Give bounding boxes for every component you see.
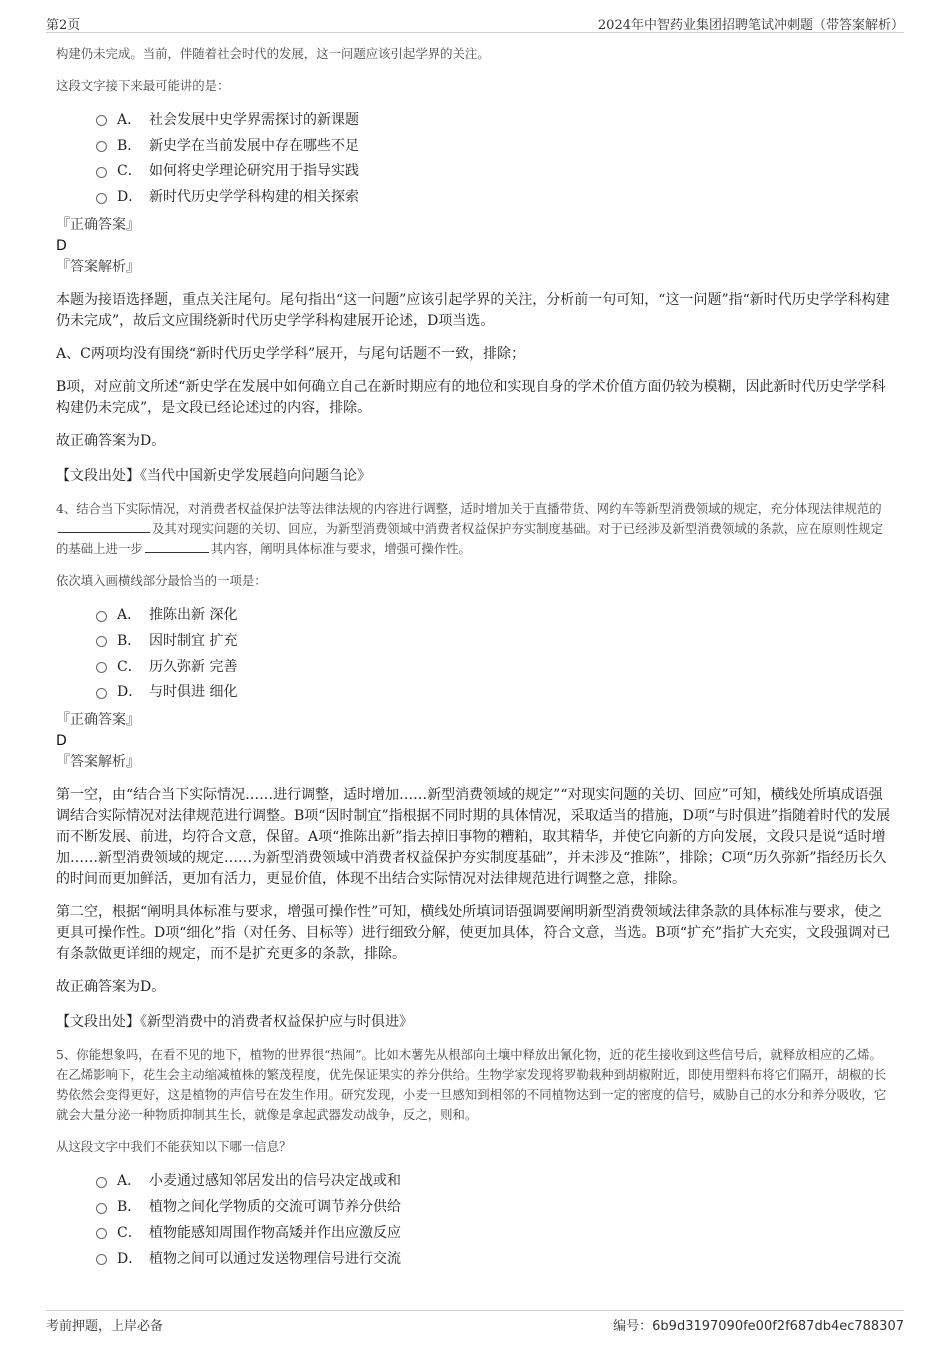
q3-prompt: 这段文字接下来最可能讲的是： (56, 78, 230, 93)
q4-analysis-2: 第二空，根据“阐明具体标准与要求，增强可操作性”可知，横线处所填词语强调要阐明新型消费领域法律条款的具体标准与要求，使之更具可操作性。D项“细化”指（对任务、目标等）进行细致分解，使更加具体，符合文意，当选。B项“扩充”指扩大充实，文段强调对已有条款做更详细的规定，而不是扩充更多的条款，排除。 (56, 904, 891, 963)
radio-icon[interactable] (96, 167, 107, 178)
q4-analysis-3: 故正确答案为D。 (56, 979, 166, 996)
q4-answer: D (56, 733, 67, 750)
q4-text: 4、结合当下实际情况，对消费者权益保护法等法律法规的内容进行调整，适时增加关于直播带货、网约车等新型消费领域的规定，充分体现法律规范的及其对现实问题的关切、回应，为新型消费领域中消费者权益保护夯实制度基础。对于已经涉及新型消费领域的条款，应在原则性规定的基础上进一步 其内容，阐明具体标准与要求，增强可操作性。 (56, 501, 884, 557)
page-footer (46, 1310, 904, 1334)
q4-option-d[interactable]: D． 与时俱进 细化 (96, 679, 894, 705)
q3-option-b[interactable]: B． 新史学在当前发展中存在哪些不足 (96, 132, 894, 158)
q3-option-a[interactable]: A． 社会发展中史学界需探讨的新课题 (96, 106, 894, 132)
radio-icon[interactable] (96, 611, 107, 622)
q3-analysis-3: B项，对应前文所述“新史学在发展中如何确立自己在新时期应有的地位和实现自身的学术价值方面仍较为模糊，因此新时代历史学学科构建仍未完成”，是文段已经论述过的内容，排除。 (56, 379, 886, 417)
q3-analysis-4: 故正确答案为D。 (56, 433, 166, 450)
document-code: 编号：6b9d3197090fe00f2f687db4ec788307 (613, 1319, 904, 1334)
q3-option-d[interactable]: D． 新时代历史学学科构建的相关探索 (96, 183, 894, 209)
document-title: 2024年中智药业集团招聘笔试冲刺题（带答案解析） (597, 18, 904, 33)
q4-prompt: 依次填入画横线部分最恰当的一项是： (56, 573, 267, 589)
q5-option-a[interactable]: A． 小麦通过感知邻居发出的信号决定战或和 (96, 1167, 894, 1193)
q3-option-c[interactable]: C． 如何将史学理论研究用于指导实践 (96, 158, 894, 184)
q3-analysis-1: 本题为接语选择题，重点关注尾句。尾句指出“这一问题”应该引起学界的关注，分析前一句可知，“这一问题”指“新时代历史学学科构建仍未完成”，故后文应围绕新时代历史学学科构建展开论述，D项当选。 (56, 292, 890, 330)
q5-text: 5、你能想象吗，在看不见的地下，植物的世界很“热闹”。比如木薯先从根部向土壤中释放出氰化物，近的花生接收到这些信号后，就释放相应的乙烯。在乙烯影响下，花生会主动缩减植株的繁茂程度，优先保证果实的养分供给。生物学家发现将罗勒栽种到胡椒附近，即使用塑料布将它们隔开，胡椒的长势依然会变得更好，这是植物的声信号在发生作用。研究发现，小麦一旦感知到相邻的不同植物达到一定的密度的信号，威胁自己的水分和养分吸收，它就会大量分泌一种物质抑制其生长，就像是拿起武器发动战争，反之，则和。 (56, 1047, 887, 1123)
q5-option-d[interactable]: D． 植物之间可以通过发送物理信号进行交流 (96, 1245, 894, 1271)
blank-line-1 (58, 520, 150, 533)
radio-icon[interactable] (96, 141, 107, 152)
radio-icon[interactable] (96, 1228, 107, 1239)
q3-text-tail: 构建仍未完成。当前，伴随着社会时代的发展，这一问题应该引起学界的关注。 (56, 46, 490, 61)
q4-options (96, 601, 894, 704)
q3-analysis-label: 『答案解析』 (56, 259, 140, 276)
radio-icon[interactable] (96, 115, 107, 126)
radio-icon[interactable] (96, 1254, 107, 1265)
radio-icon[interactable] (96, 1203, 107, 1214)
page-header (46, 12, 904, 33)
radio-icon[interactable] (96, 193, 107, 204)
q5-prompt: 从这段文字中我们不能获知以下哪一信息？ (56, 1139, 292, 1155)
q4-analysis-label: 『答案解析』 (56, 754, 140, 771)
q3-source: 【文段出处】《当代中国新史学发展趋向问题刍论》 (56, 468, 371, 485)
radio-icon[interactable] (96, 662, 107, 673)
q5-option-c[interactable]: C． 植物能感知周围作物高矮并作出应激反应 (96, 1219, 894, 1245)
q4-source: 【文段出处】《新型消费中的消费者权益保护应与时俱进》 (56, 1014, 413, 1031)
blank-line-2 (145, 540, 209, 553)
q5-option-b[interactable]: B． 植物之间化学物质的交流可调节养分供给 (96, 1193, 894, 1219)
q3-options (96, 106, 894, 209)
radio-icon[interactable] (96, 636, 107, 647)
q4-option-a[interactable]: A． 推陈出新 深化 (96, 601, 894, 627)
q5-options (96, 1167, 894, 1270)
q4-option-c[interactable]: C． 历久弥新 完善 (96, 653, 894, 679)
radio-icon[interactable] (96, 688, 107, 699)
q4-analysis-1: 第一空，由“结合当下实际情况……进行调整，适时增加……新型消费领域的规定”“对现实问题的关切、回应”可知，横线处所填成语强调结合实际情况对法律规范进行调整。B项“因时制宜”指根据不同时期的具体情况，采取适当的措施，D项“与时俱进”指随着时代的发展而不断发展、前进，均符合文意，保留。A项“推陈出新”指去掉旧事物的糟粕，取其精华，并使它向新的方向发展，文段只是说“适时增加……新型消费领域的规定……为新型消费领域中消费者权益保护夯实制度基础”，并未涉及“推陈”，排除；C项“历久弥新”指经历长久的时间而更加鲜活，更加有活力，更显价值，体现不出结合实际情况对法律规范进行调整之意，排除。 (56, 787, 891, 888)
radio-icon[interactable] (96, 1177, 107, 1188)
footer-slogan: 考前押题，上岸必备 (46, 1319, 164, 1334)
page-content (56, 44, 894, 1271)
q3-analysis-2: A、C两项均没有围绕“新时代历史学学科”展开，与尾句话题不一致，排除； (56, 346, 526, 363)
q3-answer-label: 『正确答案』 (56, 217, 140, 234)
q4-answer-label: 『正确答案』 (56, 712, 140, 729)
q3-answer: D (56, 238, 67, 255)
page-number: 第2页 (46, 18, 81, 33)
q4-option-b[interactable]: B． 因时制宜 扩充 (96, 627, 894, 653)
